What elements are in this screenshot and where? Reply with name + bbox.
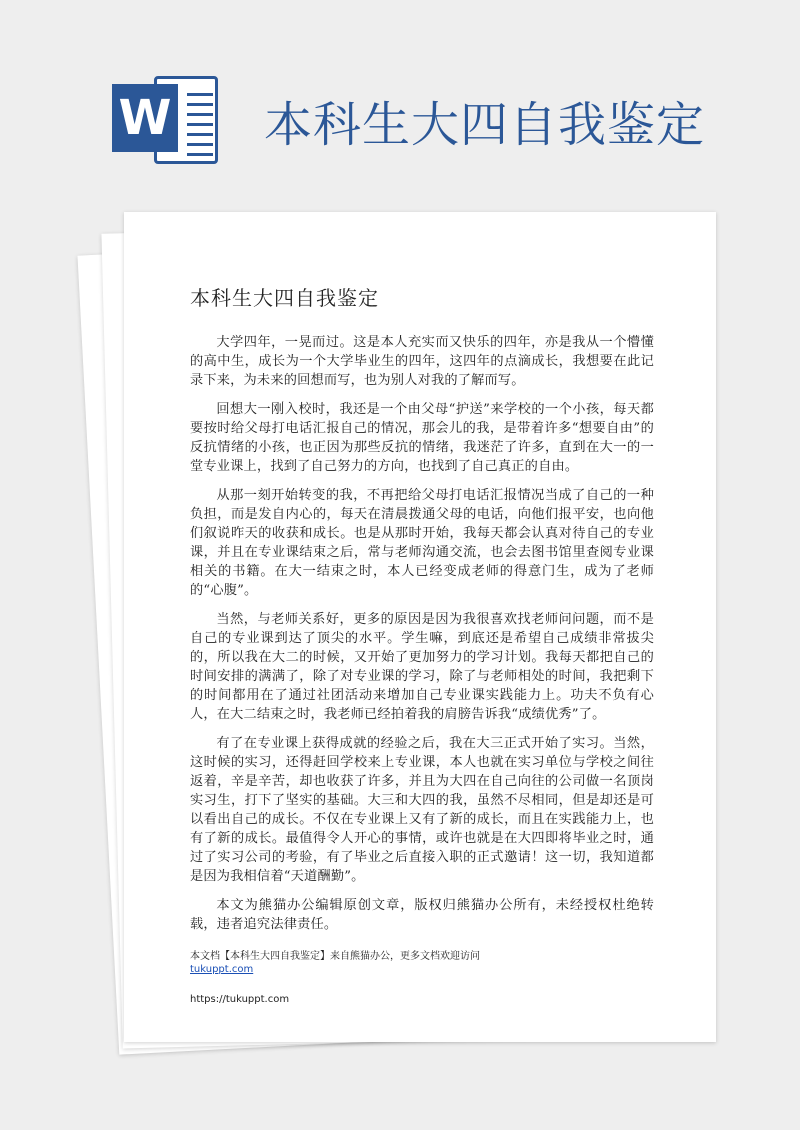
- banner-title: 本科生大四自我鉴定: [264, 97, 706, 153]
- source-link[interactable]: tukuppt.com: [190, 964, 254, 975]
- document-body: [190, 282, 654, 976]
- word-document-icon: [112, 72, 222, 168]
- source-note: [190, 950, 654, 976]
- source-note-text: 本文档【本科生大四自我鉴定】来自熊猫办公，更多文档欢迎访问: [190, 951, 480, 962]
- word-icon-letter: W: [112, 84, 178, 152]
- paragraph: 有了在专业课上获得成就的经验之后，我在大三正式开始了实习。当然，这时候的实习，还得赶回学校来上专业课，本人也就在实习单位与学校之间往返着，辛是辛苦，却也收获了许多，并且为大四在自己向往的公司做一名顶岗实习生，打下了坚实的基础。大三和大四的我，虽然不尽相同，但是却还是可以看出自己的成长。不仅在专业课上又有了新的成长，而且在实践能力上，也有了新的成长。最值得令人开心的事情，或许也就是在大四即将毕业之时，通过了实习公司的考验，有了毕业之后直接入职的正式邀请！这一切，我知道都是因为我相信着“天道酬勤”。: [190, 736, 654, 884]
- paragraph: 大学四年，一晃而过。这是本人充实而又快乐的四年，亦是我从一个懵懂的高中生，成长为一个大学毕业生的四年，这四年的点滴成长，我想要在此记录下来，为未来的回想而写，也为别人对我的了解而写。: [190, 335, 654, 388]
- banner: [0, 0, 800, 210]
- paragraph: 当然，与老师关系好，更多的原因是因为我很喜欢找老师问问题，而不是自己的专业课到达了顶尖的水平。学生嘛，到底还是希望自己成绩非常拔尖的，所以我在大二的时候，又开始了更加努力的学习计划。我每天都把自己的时间安排的满满了，除了对专业课的学习，除了与老师相处的时间，我把剩下的时间都用在了通过社团活动来增加自己专业课实践能力上。功夫不负有心人，在大二结束之时，我老师已经拍着我的肩膀告诉我“成绩优秀”了。: [190, 612, 654, 722]
- paragraph: 从那一刻开始转变的我，不再把给父母打电话汇报情况当成了自己的一种负担，而是发自内心的，每天在清晨拨通父母的电话，向他们报平安，也向他们叙说昨天的收获和成长。也是从那时开始，我每天都会认真对待自己的专业课，并且在专业课结束之后，常与老师沟通交流，也会去图书馆里查阅专业课相关的书籍。在大一结束之时，本人已经变成老师的得意门生，成为了老师的“心腹”。: [190, 488, 654, 598]
- paragraph: 回想大一刚入校时，我还是一个由父母“护送”来学校的一个小孩，每天都要按时给父母打电话汇报自己的情况，那会儿的我，是带着许多“想要自由”的反抗情绪的小孩，也正因为那些反抗的情绪，我迷茫了许多，直到在大一的一堂专业课上，找到了自己努力的方向，也找到了自己真正的自由。: [190, 402, 654, 474]
- document-title: 本科生大四自我鉴定: [190, 286, 379, 310]
- page-footer-url: https://tukuppt.com: [190, 994, 290, 1005]
- paragraph: 本文为熊猫办公编辑原创文章，版权归熊猫办公所有，未经授权杜绝转载，违者追究法律责任。: [190, 898, 654, 932]
